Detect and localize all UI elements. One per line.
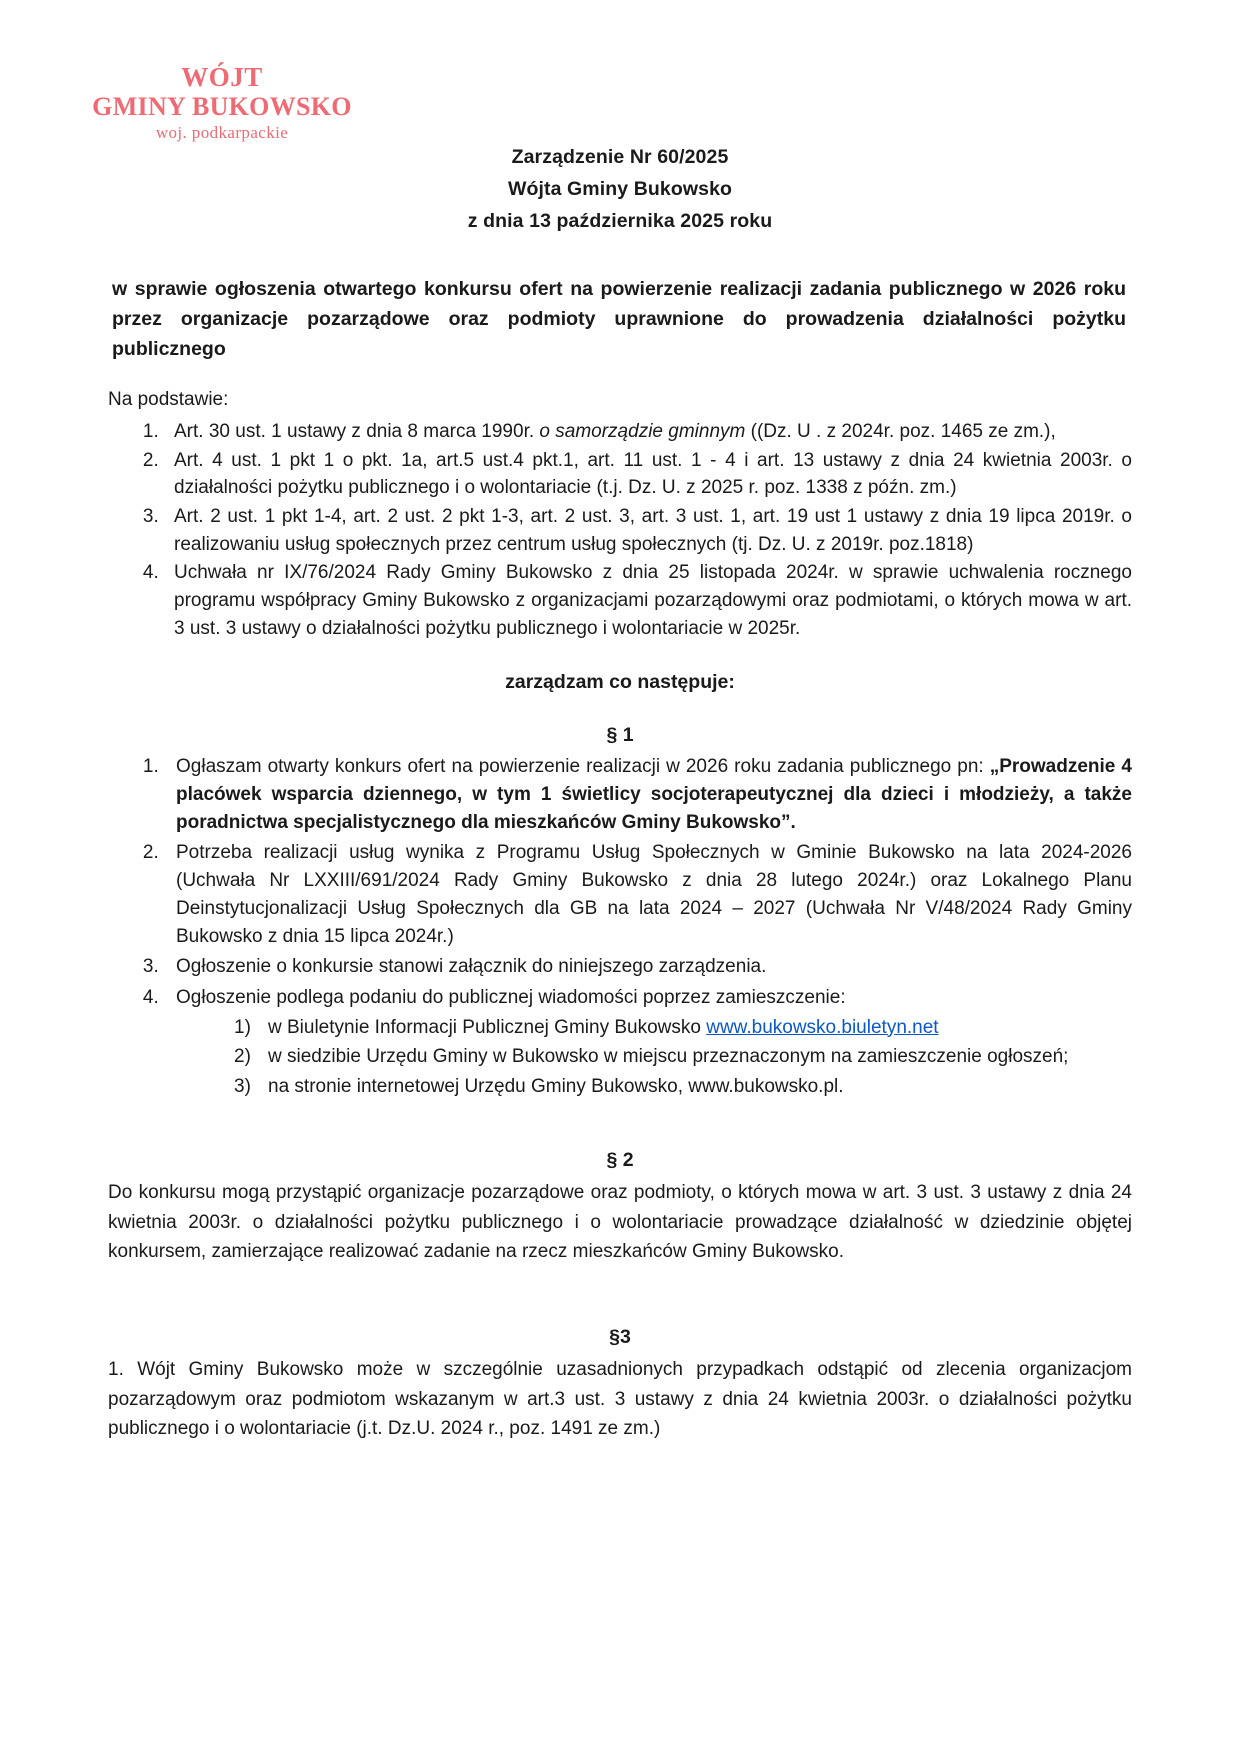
list-item <box>164 953 1132 981</box>
section-1-sublist <box>176 1014 1132 1102</box>
title-line-1: Zarządzenie Nr 60/2025 <box>511 146 729 168</box>
spacer <box>108 1103 1132 1119</box>
legal-basis-list <box>108 418 1132 643</box>
basis-item-2-text: Art. 4 ust. 1 pkt 1 o pkt. 1a, art.5 ust.4 pkt.1, art. 11 ust. 1 - 4 i art. 13 ustawy z dnia 24 kwietnia 2003r. o działalności pożytku publicznego i o wolontariacie (t.j. Dz. U. z 2025 r. poz. 1338 z późn. zm.) <box>174 449 1132 499</box>
section-3-heading: §3 <box>609 1326 631 1349</box>
section-3-body: 1. Wójt Gminy Bukowsko może w szczególnie uzasadnionych przypadkach odstąpić od zlecenia organizacjom pozarządowym oraz podmiotom wskazanym w art.3 ust. 3 ustawy z dnia 24 kwietnia 2003r. o działalności pożytku publicznego i o wolontariacie (j.t. Dz.U. 2024 r., poz. 1491 ze zm.) <box>108 1359 1132 1440</box>
sub-marker-1: 1) <box>234 1016 251 1038</box>
list-item <box>164 418 1132 446</box>
sub-marker-2: 2) <box>234 1046 251 1068</box>
section-1-list <box>108 753 1132 1101</box>
sub-marker-3: 3) <box>234 1075 251 1097</box>
spacer <box>108 1266 1132 1296</box>
letterhead-line-1: WÓJT <box>181 62 263 92</box>
section-1-heading: § 1 <box>606 723 634 746</box>
list-item <box>234 1014 1132 1043</box>
list-item <box>234 1073 1132 1102</box>
letterhead-line-2: GMINY BUKOWSKO <box>92 92 352 122</box>
letterhead <box>72 62 372 142</box>
order-heading: zarządzam co następuje: <box>505 670 735 693</box>
section-2-body: Do konkursu mogą przystąpić organizacje pozarządowe oraz podmioty, o których mowa w art. 3 ust. 3 ustawy z dnia 24 kwietnia 2003r. o działalności pożytku publicznego i o wolontariacie prowadzące działalność w dziedzinie objętej konkursem, zamierzające realizować zadanie na rzecz mieszkańców Gminy Bukowsko. <box>108 1182 1132 1262</box>
basis-item-3-text: Art. 2 ust. 1 pkt 1-4, art. 2 ust. 2 pkt 1-3, art. 2 ust. 3, art. 3 ust. 1, art. 19 ust 1 ustawy z dnia 19 lipca 2019r. o realizowaniu usług społecznych przez centrum usług społecznych (tj. Dz. U. z 2019r. poz.1818) <box>174 505 1132 555</box>
section1-item1-pre: Ogłaszam otwarty konkurs ofert na powierzenie realizacji w 2026 roku zadania publicznego pn: <box>176 755 990 777</box>
sub-item-2-text: w siedzibie Urzędu Gminy w Bukowsko w miejscu przeznaczonym na zamieszczenie ogłoszeń; <box>268 1046 1069 1068</box>
list-item <box>164 753 1132 837</box>
basis-item-1-post: ((Dz. U . z 2024r. poz. 1465 ze zm.), <box>745 420 1056 442</box>
section1-item4: Ogłoszenie podlega podaniu do publicznej wiadomości poprzez zamieszczenie: <box>176 986 846 1008</box>
list-item <box>164 447 1132 502</box>
letterhead-line-3: woj. podkarpackie <box>155 123 289 143</box>
legal-basis-intro: Na podstawie: <box>108 389 229 411</box>
basis-item-1-pre: Art. 30 ust. 1 ustawy z dnia 8 marca 1990r. <box>174 420 540 442</box>
section1-item1-bold: „Prowadzenie 4 placówek wsparcia dziennego, w tym 1 świetlicy socjoterapeutycznej dla dzieci i młodzieży, a także poradnictwa specjalistycznego dla mieszkańców Gminy Bukowsko”. <box>176 755 1132 833</box>
basis-item-4-text: Uchwała nr IX/76/2024 Rady Gminy Bukowsko z dnia 25 listopada 2024r. w sprawie uchwalenia rocznego programu współpracy Gminy Bukowsko z organizacjami pozarządowymi oraz podmiotami, o których mowa w art. 3 ust. 3 ustawy o działalności pożytku publicznego i wolontariacie w 2025r. <box>174 562 1132 639</box>
list-item <box>234 1043 1132 1072</box>
section1-item3: Ogłoszenie o konkursie stanowi załącznik do niniejszego zarządzenia. <box>176 956 767 978</box>
basis-item-1-italic: o samorządzie gminnym <box>539 420 746 442</box>
list-item <box>164 559 1132 642</box>
list-item <box>164 984 1132 1102</box>
document-subject: w sprawie ogłoszenia otwartego konkursu ofert na powierzenie realizacji zadania publicznego w 2026 roku przez organizacje pozarządowe oraz podmioty uprawnione do prowadzenia działalności pożytku publicznego <box>112 278 1126 360</box>
list-item <box>164 503 1132 558</box>
section-2-heading: § 2 <box>606 1149 634 1172</box>
title-line-3: z dnia 13 października 2025 roku <box>467 209 773 232</box>
document-title <box>108 142 1132 237</box>
section1-item2: Potrzeba realizacji usług wynika z Programu Usług Społecznych w Gminie Bukowsko na lata 2024-2026 (Uchwała Nr LXXIII/691/2024 Rady Gminy Bukowsko z dnia 28 lutego 2024r.) oraz Lokalnego Planu Deinstytucjonalizacji Usług Społecznych dla GB na lata 2024 – 2027 (Uchwała Nr V/48/2024 Rady Gminy Bukowsko z dnia 15 lipca 2024r.) <box>176 841 1132 948</box>
sub-item-1-text: w Biuletynie Informacji Publicznej Gminy Bukowsko <box>268 1016 707 1038</box>
title-line-2: Wójta Gminy Bukowsko <box>507 177 733 200</box>
sub-item-3-text: na stronie internetowej Urzędu Gminy Bukowsko, www.bukowsko.pl. <box>268 1075 844 1097</box>
bip-link[interactable]: www.bukowsko.biuletyn.net <box>706 1016 939 1038</box>
list-item <box>164 839 1132 951</box>
